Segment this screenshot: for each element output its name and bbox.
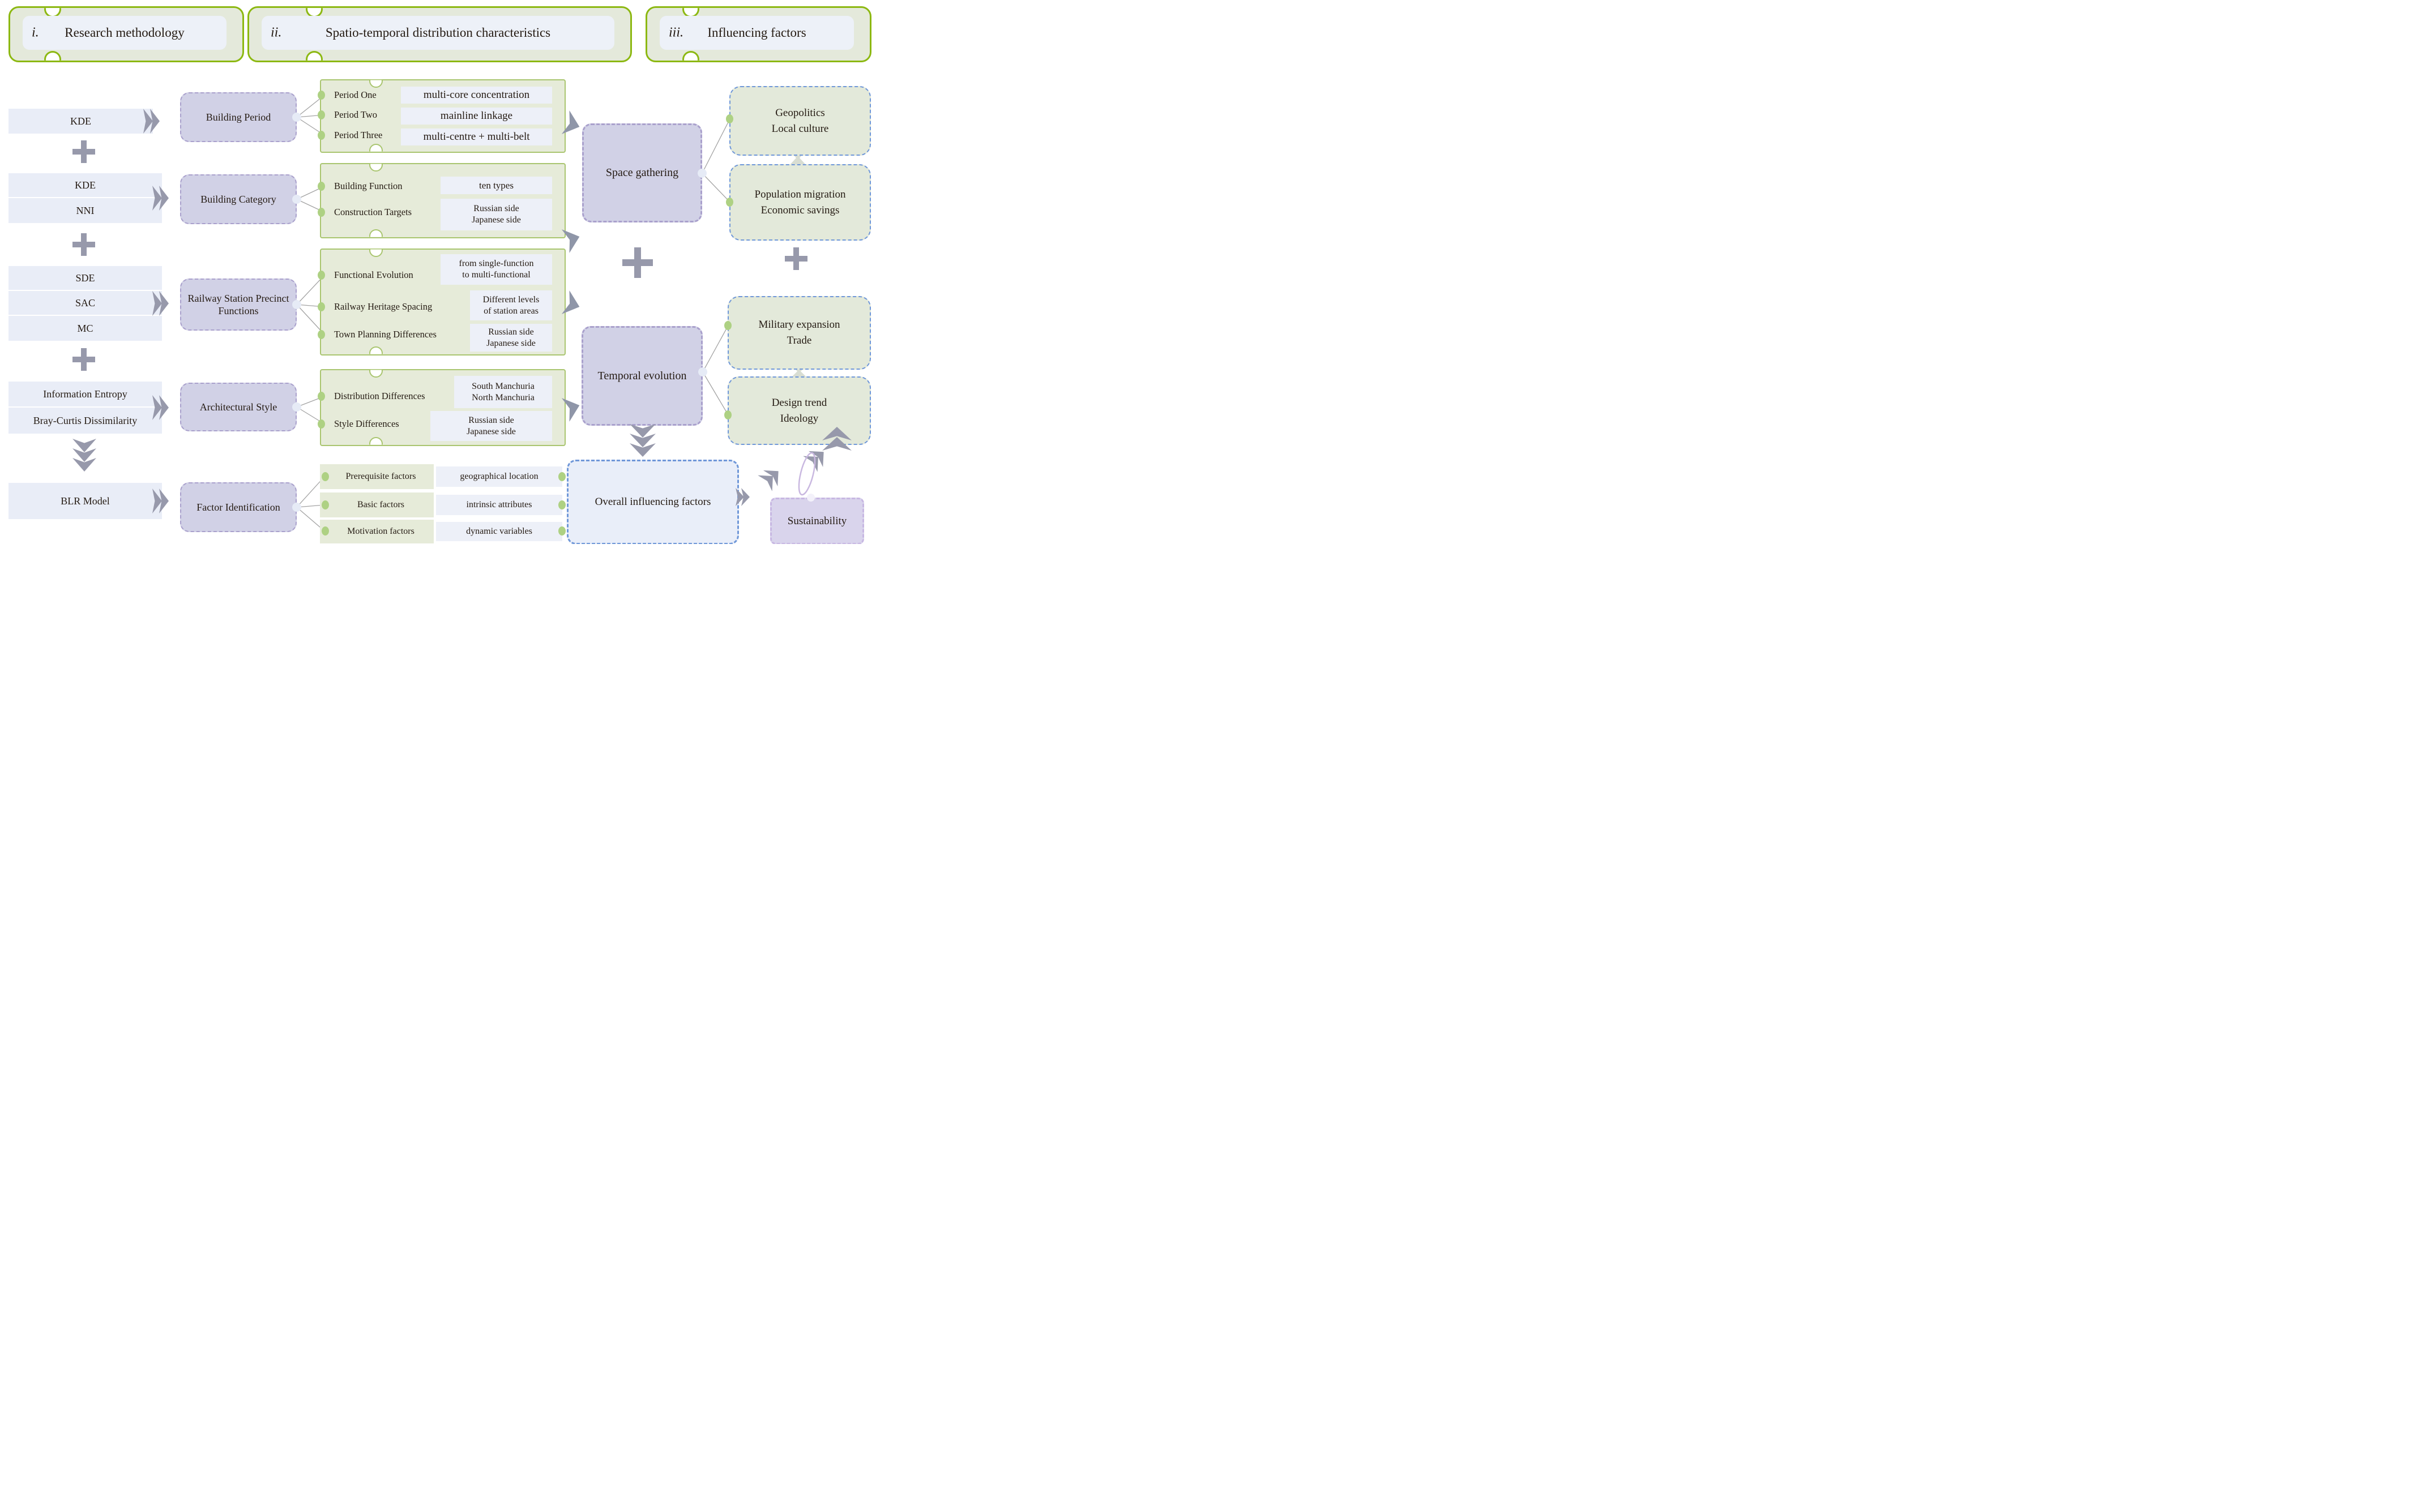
row-dot <box>318 110 325 119</box>
row-dot <box>558 500 566 509</box>
summary-box-sustainability: Sustainability <box>770 498 864 544</box>
row-value: Russian side Japanese side <box>430 411 552 441</box>
row-dot <box>558 526 566 536</box>
row-dot <box>724 410 732 419</box>
plus-icon <box>622 247 653 278</box>
double-chevron-right-icon <box>155 395 169 420</box>
double-chevron-right-icon <box>146 109 160 134</box>
method-bar-mc: MC <box>8 316 162 341</box>
row-dot <box>322 500 329 509</box>
header-research-methodology-inner <box>23 16 227 50</box>
header-label-research-methodology: Research methodology <box>65 25 185 40</box>
row-label: Distribution Differences <box>334 391 425 401</box>
row-dot <box>318 131 325 140</box>
triple-chevron-down-icon <box>630 428 656 457</box>
category-box-architectural-style: Architectural Style <box>180 383 297 431</box>
factor-label-bar: Motivation factors <box>320 520 434 543</box>
influence-box-population: Population migration Economic savings <box>729 164 871 241</box>
row-dot <box>724 321 732 330</box>
row-dot <box>318 208 325 217</box>
category-box-factor-identification: Factor Identification <box>180 482 297 532</box>
influence-box-military: Military expansion Trade <box>728 296 871 370</box>
summary-box-temporal-evolution: Temporal evolution <box>582 326 703 426</box>
method-bar-sac: SAC <box>8 291 162 315</box>
header-influencing-factors-inner <box>660 16 854 50</box>
row-dot <box>318 392 325 401</box>
row-label: Construction Targets <box>334 207 412 217</box>
double-chevron-right-icon <box>155 186 169 211</box>
triple-chevron-down-icon <box>72 443 96 472</box>
row-label: Town Planning Differences <box>334 329 437 340</box>
row-value: Russian side Japanese side <box>470 324 552 352</box>
header-numeral-iii: iii. <box>669 25 684 40</box>
header-label-spatio-temporal: Spatio-temporal distribution characteristics <box>325 25 551 40</box>
row-label: Functional Evolution <box>334 269 413 280</box>
connector-node <box>698 367 707 376</box>
row-dot <box>726 114 733 123</box>
method-bar-blr-model: BLR Model <box>8 483 162 519</box>
header-numeral-i: i. <box>32 25 39 40</box>
factor-value-bar: dynamic variables <box>436 522 562 541</box>
row-dot <box>322 472 329 481</box>
row-dot <box>322 526 329 536</box>
row-value: from single-function to multi-functional <box>441 254 552 285</box>
method-bar-bray-curtis: Bray-Curtis Dissimilarity <box>8 408 162 434</box>
connector-node <box>292 402 301 412</box>
plus-icon <box>785 247 807 270</box>
category-box-railway-station: Railway Station Precinct Functions <box>180 279 297 331</box>
header-label-influencing-factors: Influencing factors <box>707 25 806 40</box>
connector-node <box>292 195 301 204</box>
method-bar-sde: SDE <box>8 266 162 290</box>
summary-box-overall-influencing-factors: Overall influencing factors <box>567 460 739 544</box>
row-dot <box>318 91 325 100</box>
plus-icon <box>72 233 95 256</box>
header-numeral-ii: ii. <box>271 25 282 40</box>
influence-box-geopolitics: Geopolitics Local culture <box>729 86 871 156</box>
category-box-building-category: Building Category <box>180 174 297 224</box>
influence-box-design: Design trend Ideology <box>728 376 871 445</box>
row-dot <box>318 271 325 280</box>
summary-box-space-gathering: Space gathering <box>582 123 702 222</box>
double-chevron-right-icon <box>155 291 169 316</box>
row-value: South Manchuria North Manchuria <box>454 376 552 408</box>
double-chevron-right-icon <box>738 488 750 506</box>
factor-value-bar: geographical location <box>436 466 562 487</box>
row-dot <box>558 472 566 481</box>
double-chevron-right-icon <box>155 489 169 513</box>
row-label: Style Differences <box>334 418 399 429</box>
row-dot <box>726 198 733 207</box>
double-chevron-up-icon <box>822 430 852 451</box>
row-value: multi-centre + multi-belt <box>401 129 552 145</box>
row-value: ten types <box>441 177 552 194</box>
method-bar-kde-2: KDE <box>8 173 162 197</box>
row-value: Russian side Japanese side <box>441 199 552 230</box>
category-box-building-period: Building Period <box>180 92 297 142</box>
row-value: mainline linkage <box>401 108 552 125</box>
row-label: Railway Heritage Spacing <box>334 301 433 312</box>
row-value: Different levels of station areas <box>470 290 552 320</box>
factor-label-bar: Basic factors <box>320 492 434 517</box>
row-value: multi-core concentration <box>401 87 552 104</box>
row-label: Period Two <box>334 109 377 120</box>
tag-loop-icon <box>794 446 820 502</box>
connector-node <box>698 169 707 178</box>
row-dot <box>318 419 325 429</box>
row-label: Period Three <box>334 130 383 140</box>
method-bar-information-entropy: Information Entropy <box>8 382 162 406</box>
factor-value-bar: intrinsic attributes <box>436 495 562 515</box>
plus-icon <box>72 140 95 163</box>
connector-node <box>292 300 301 309</box>
method-bar-nni: NNI <box>8 198 162 223</box>
header-spatio-temporal-inner <box>262 16 614 50</box>
factor-label-bar: Prerequisite factors <box>320 464 434 489</box>
connector-node <box>292 503 301 512</box>
row-dot <box>318 182 325 191</box>
connector-node <box>292 113 301 122</box>
row-label: Building Function <box>334 181 403 191</box>
row-label: Period One <box>334 89 377 100</box>
row-dot <box>318 330 325 339</box>
loop-anchor-dot <box>807 494 815 502</box>
row-dot <box>318 302 325 311</box>
method-bar-kde-1: KDE <box>8 109 153 134</box>
plus-icon <box>72 348 95 371</box>
diagram-canvas <box>0 0 874 544</box>
